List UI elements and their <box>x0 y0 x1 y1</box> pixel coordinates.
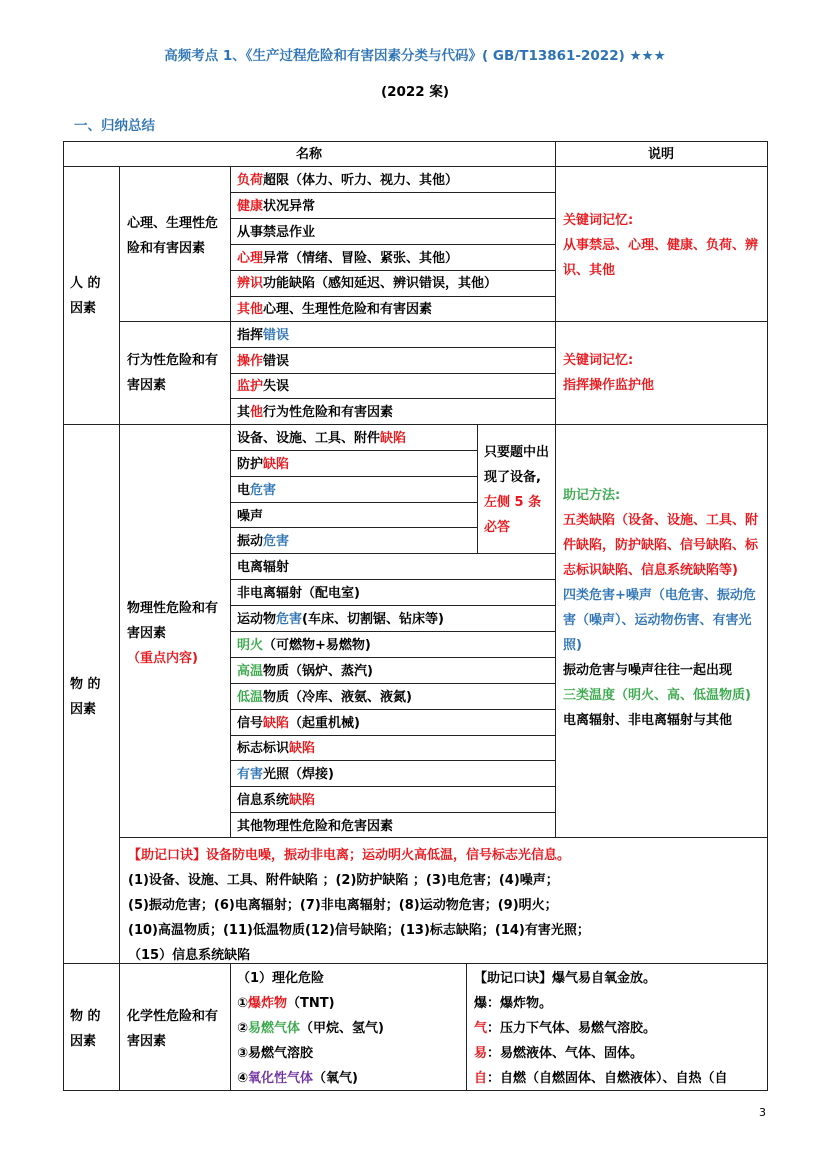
chemical-factor-label: 物 的 因素 <box>70 1009 101 1049</box>
behav-label: 行为性危险和有害因素 <box>127 353 219 393</box>
page-number: 3 <box>759 1106 766 1119</box>
list-item: 设备、设施、工具、附件缺陷 <box>237 431 407 446</box>
list-item: 运动物危害(车床、切割锯、钻床等) <box>237 612 444 627</box>
page-title: 高频考点 1、《生产过程危险和有害因素分类与代码》( GB/T13861-2022) ★★★ <box>164 48 666 64</box>
list-item: 高温物质（锅炉、蒸汽) <box>237 664 373 679</box>
list-item: 信息系统缺陷 <box>237 793 316 808</box>
side-note: 只要题中出现了设备,左侧 5 条必答 <box>484 445 550 535</box>
list-item: 监护失误 <box>237 379 290 394</box>
physical-sub-label: 物理性危险和有害因素 （重点内容) <box>127 601 219 666</box>
list-item: 其他心理、生理性危险和有害因素 <box>237 302 433 317</box>
list-item: ④氧化性气体（氧气) <box>237 1071 358 1086</box>
physical-factor-label: 物 的 因素 <box>70 677 101 717</box>
header-name: 名称 <box>295 147 322 162</box>
list-item: 其他物理性危险和危害因素 <box>237 819 394 834</box>
list-item: ①爆炸物（TNT) <box>237 996 335 1011</box>
year-subtitle: (2022 案) <box>380 84 450 100</box>
list-item: 指挥错误 <box>237 328 290 343</box>
list-item: 健康状况异常 <box>237 199 316 214</box>
list-item: 从事禁忌作业 <box>237 225 316 240</box>
list-item: 明火（可燃物+易燃物) <box>237 638 371 653</box>
list-item: 负荷超限（体力、听力、视力、其他） <box>237 173 459 188</box>
list-item: 心理异常（情绪、冒险、紧张、其他） <box>237 251 459 266</box>
chemical-memo: 【助记口诀】爆气易自氧金放。 爆：爆炸物。 气：压力下气体、易燃气溶胶。 易：易燃液体、气体、固体。 自：自燃（自燃固体、自燃液体）、自热（自 <box>474 971 728 1086</box>
list-item: 电离辐射 <box>237 560 290 575</box>
list-item: 防护缺陷 <box>237 457 290 472</box>
list-item: ③易燃气溶胶 <box>237 1046 314 1061</box>
list-item: 噪声 <box>237 509 264 524</box>
list-item: 辨识功能缺陷（感知延迟、辨识错误，其他） <box>237 276 498 291</box>
physio-note: 关键词记忆: 从事禁忌、心理、健康、负荷、辨识、其他 <box>563 213 759 278</box>
section-heading: 一、归纳总结 <box>74 118 155 134</box>
list-item: 其他行为性危险和有害因素 <box>237 405 394 420</box>
human-factor-label: 人 的 因素 <box>70 276 101 316</box>
list-item: 信号缺陷（起重机械) <box>237 716 360 731</box>
list-item: 操作错误 <box>237 354 290 369</box>
list-item: 振动危害 <box>237 534 290 549</box>
chemical-sub-label: 化学性危险和有害因素 <box>127 1009 219 1049</box>
list-item: 有害光照（焊接) <box>237 767 334 782</box>
list-item: 低温物质（冷库、液氨、液氮) <box>237 690 412 705</box>
list-item: 电危害 <box>237 483 277 498</box>
list-item: ②易燃气体（甲烷、氢气) <box>237 1021 384 1036</box>
header-desc: 说明 <box>647 147 674 162</box>
behav-note: 关键词记忆: 指挥操作监护他 <box>563 353 655 393</box>
mnemonic-block: 【助记口诀】设备防电噪，振动非电离；运动明火高低温，信号标志光信息。 (1)设备、设施、工具、附件缺陷 ；(2)防护缺陷 ；(3)电危害；(4)噪声； (5)振动危害；(6)电离辐射；(7)非电离辐射；(8)运动物危害；(9)明火； (10)高温物质；(11)低温物质(12)信号缺陷；(13)标志缺陷；(14)有害光照； （15）信息系统缺陷 <box>128 848 590 963</box>
chemical-items: （1）理化危险 ①爆炸物（TNT) ②易燃气体（甲烷、氢气) ③易燃气溶胶 ④氧化性气体（氧气) <box>237 966 384 1091</box>
list-item: 非电离辐射（配电室) <box>237 586 360 601</box>
physical-memo: 助记方法: 五类缺陷（设备、设施、工具、附件缺陷，防护缺陷、信号缺陷、标志标识缺陷、信息系统缺陷等) 四类危害+噪声（电危害、振动危害（噪声）、运动物伤害、有害光照) 振动危害与噪声往往一起出现 三类温度（明火、高、低温物质) 电离辐射、非电离辐射与其他 <box>563 488 759 728</box>
physio-label: 心理、生理性危险和有害因素 <box>127 216 219 256</box>
list-item: 标志标识缺陷 <box>237 741 316 756</box>
